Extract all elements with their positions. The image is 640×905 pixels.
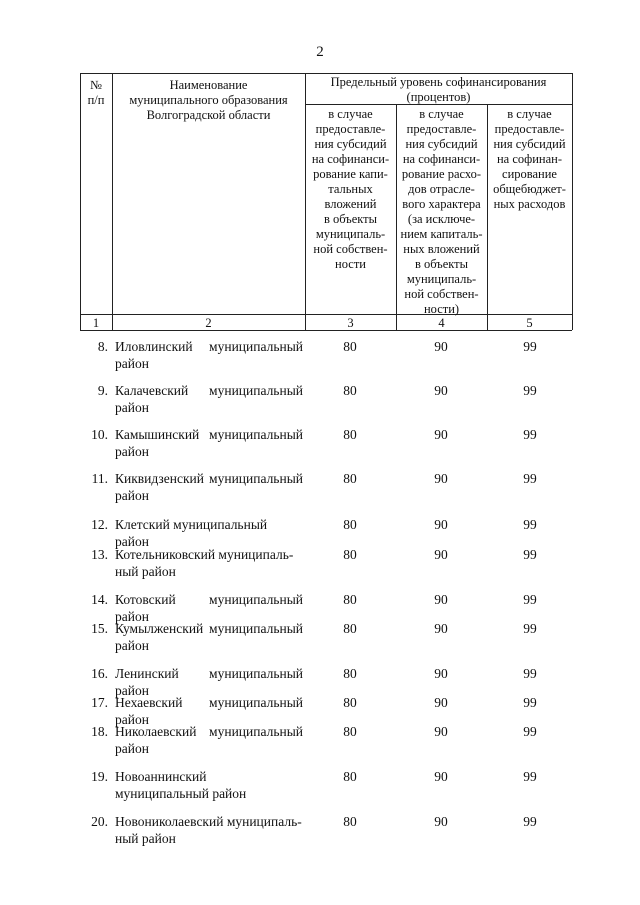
cofinancing-sectoral-expenses: 90 <box>434 383 448 398</box>
header-line: общебюджет- <box>493 182 566 196</box>
cofinancing-sectoral-expenses: 90 <box>434 769 448 784</box>
header-line: муниципаль- <box>406 272 477 286</box>
municipality-name: Клетский муниципальный район <box>115 517 268 549</box>
header-line: предоставле- <box>406 122 477 136</box>
cofinancing-sectoral-expenses: 90 <box>434 621 448 636</box>
header-line: на софинанси- <box>402 152 481 166</box>
cofinancing-general-budget: 99 <box>523 592 537 607</box>
cofinancing-sectoral-expenses: 90 <box>434 547 448 562</box>
header-line: ния субсидий <box>405 137 478 151</box>
cofinancing-capital-investments: 80 <box>343 339 357 354</box>
cofinancing-sectoral-expenses: 90 <box>434 427 448 442</box>
cofinancing-capital-investments: 80 <box>343 547 357 562</box>
header-line: (процентов) <box>406 90 471 104</box>
header-line: Предельный уровень софинансирования <box>330 75 547 89</box>
page-number: 2 <box>316 44 324 60</box>
cofinancing-general-budget: 99 <box>523 427 537 442</box>
column-number-3: 3 <box>347 316 354 330</box>
cofinancing-general-budget: 99 <box>523 383 537 398</box>
cofinancing-general-budget: 99 <box>523 769 537 784</box>
header-right-border <box>572 73 573 330</box>
cofinancing-sectoral-expenses: 90 <box>434 695 448 710</box>
row-number: 9. <box>97 383 108 398</box>
cofinancing-capital-investments: 80 <box>343 695 357 710</box>
cofinancing-sectoral-expenses: 90 <box>434 592 448 607</box>
row-number: 13. <box>91 547 108 562</box>
cofinancing-sectoral-expenses: 90 <box>434 517 448 532</box>
header-group <box>305 75 572 105</box>
cofinancing-sectoral-expenses: 90 <box>434 814 448 829</box>
cofinancing-capital-investments: 80 <box>343 517 357 532</box>
row-number: 17. <box>91 695 108 710</box>
column-number-5: 5 <box>526 316 533 330</box>
header-line: нием капиталь- <box>400 227 483 241</box>
municipality-name: Котовский муниципальный район <box>115 592 303 624</box>
cofinancing-sectoral-expenses: 90 <box>434 339 448 354</box>
row-number: 14. <box>91 592 108 607</box>
header-line: предоставле- <box>315 122 386 136</box>
cofinancing-general-budget: 99 <box>523 724 537 739</box>
header-line: дов отрасле- <box>408 182 475 196</box>
header-line: ной собствен- <box>313 242 388 256</box>
row-number: 10. <box>91 427 108 442</box>
header-line: ности <box>335 257 366 271</box>
header-line: Волгоградской области <box>146 108 271 122</box>
municipality-name: Котельниковский муниципаль- ный район <box>115 547 294 579</box>
cofinancing-sectoral-expenses: 90 <box>434 471 448 486</box>
header-line: Наименование <box>169 78 248 92</box>
cofinancing-capital-investments: 80 <box>343 592 357 607</box>
header-col4 <box>396 107 487 317</box>
cofinancing-capital-investments: 80 <box>343 724 357 739</box>
column-number-1: 1 <box>92 316 100 330</box>
header-col1 <box>80 78 112 108</box>
municipality-name: Ленинский муниципальный район <box>115 666 303 698</box>
header-line: ности) <box>423 302 460 316</box>
header-line: муниципаль- <box>315 227 386 241</box>
cofinancing-capital-investments: 80 <box>343 666 357 681</box>
municipality-name: Киквидзенский муниципальный район <box>115 471 303 503</box>
header-line: на софинан- <box>496 152 563 166</box>
municipality-name: Новоаннинский муниципальный район <box>115 769 247 801</box>
header-line: на софинанси- <box>311 152 390 166</box>
header-line: п/п <box>87 93 105 107</box>
cofinancing-capital-investments: 80 <box>343 769 357 784</box>
header-line: в случае <box>419 107 464 121</box>
municipality-name: Николаевский муниципальный район <box>115 724 303 756</box>
header-line: тальных <box>328 182 373 196</box>
row-number: 19. <box>91 769 108 784</box>
header-line: ной собствен- <box>404 287 479 301</box>
header-line: вого характера <box>402 197 481 211</box>
cofinancing-general-budget: 99 <box>523 339 537 354</box>
cofinancing-general-budget: 99 <box>523 666 537 681</box>
header-line: в случае <box>507 107 552 121</box>
cofinancing-general-budget: 99 <box>523 547 537 562</box>
municipality-name: Нехаевский муниципальный район <box>115 695 303 727</box>
row-number: 15. <box>91 621 108 636</box>
cofinancing-capital-investments: 80 <box>343 471 357 486</box>
header-col2 <box>112 78 305 123</box>
header-colnum-top <box>80 314 572 315</box>
header-line: ных расходов <box>493 197 566 211</box>
cofinancing-general-budget: 99 <box>523 517 537 532</box>
header-line: № <box>90 78 102 92</box>
cofinancing-general-budget: 99 <box>523 695 537 710</box>
header-col3 <box>305 107 396 272</box>
header-line: в случае <box>328 107 373 121</box>
municipality-name: Камышинский муниципальный район <box>115 427 303 459</box>
header-top-border <box>80 73 572 74</box>
header-line: муниципального образования <box>129 93 288 107</box>
header-line: в объекты <box>323 212 378 226</box>
municipality-name: Новониколаевский муниципаль- ный район <box>115 814 302 846</box>
row-number: 16. <box>91 666 108 681</box>
row-number: 8. <box>97 339 108 354</box>
cofinancing-sectoral-expenses: 90 <box>434 724 448 739</box>
row-number: 18. <box>91 724 108 739</box>
header-line: вложений <box>324 197 377 211</box>
header-line: ния субсидий <box>493 137 566 151</box>
header-left-border <box>80 73 81 330</box>
municipality-name: Кумылженский муниципальный район <box>115 621 303 653</box>
row-number: 11. <box>91 471 108 486</box>
cofinancing-capital-investments: 80 <box>343 621 357 636</box>
row-number: 12. <box>91 517 108 532</box>
header-col5 <box>487 107 572 212</box>
row-number: 20. <box>91 814 108 829</box>
header-line: ных вложений <box>403 242 480 256</box>
header-line: предоставле- <box>494 122 565 136</box>
header-line: в объекты <box>414 257 469 271</box>
municipality-name: Калачевский муниципальный район <box>115 383 303 415</box>
header-line: (за исключе- <box>407 212 476 226</box>
cofinancing-capital-investments: 80 <box>343 814 357 829</box>
cofinancing-general-budget: 99 <box>523 471 537 486</box>
cofinancing-capital-investments: 80 <box>343 427 357 442</box>
column-number-2: 2 <box>205 316 212 330</box>
cofinancing-capital-investments: 80 <box>343 383 357 398</box>
municipality-name: Иловлинский муниципальный район <box>115 339 303 371</box>
header-line: рование капи- <box>313 167 388 181</box>
cofinancing-general-budget: 99 <box>523 814 537 829</box>
header-line: сирование <box>502 167 557 181</box>
header-line: ния субсидий <box>314 137 387 151</box>
column-number-4: 4 <box>438 316 445 330</box>
cofinancing-sectoral-expenses: 90 <box>434 666 448 681</box>
header-line: рование расхо- <box>401 167 482 181</box>
cofinancing-general-budget: 99 <box>523 621 537 636</box>
